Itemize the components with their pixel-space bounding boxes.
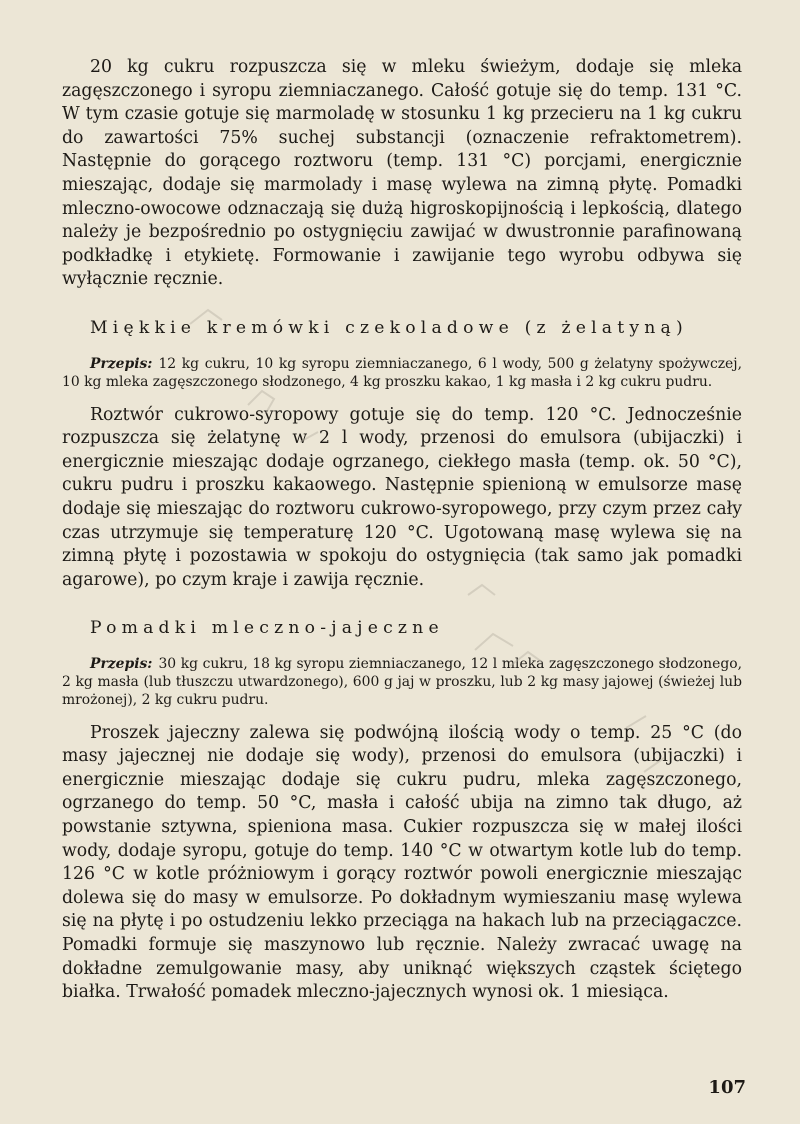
section-milk-egg-fudge [62,616,742,1005]
recipe-text: 30 kg cukru, 18 kg syropu ziemniaczanego, 12 l mleka zagęszczonego słodzonego, 2 kg masła (lub tłuszczu utwardzonego), 600 g jaj w proszku, lub 2 kg masy jajowej (świeżej lub mrożonej), 2 kg cukru pudru. [62,656,742,708]
section-chocolate-fudge [62,316,742,592]
page-number: 107 [708,1077,746,1098]
intro-paragraph: 20 kg cukru rozpuszcza się w mleku świeżym, dodaje się mleka zagęszczonego i syropu ziemniaczanego. Całość gotuje się do temp. 131 °C. W tym czasie gotuje się marmoladę w stosunku 1 kg przecieru na 1 kg cukru do zawartości 75% suchej substancji (oznaczenie refraktometrem). Następnie do gorącego roztworu (temp. 131 °C) porcjami, energicznie mieszając, dodaje się marmolady i masę wylewa na zimną płytę. Pomadki mleczno-owocowe odznaczają się dużą higroskopijnością i lepkością, dlatego należy je bezpośrednio po ostygnięciu zawijać w dwustronnie parafinowaną podkładkę i etykietę. Formowanie i zawijanie tego wyrobu odbywa się wyłącznie ręcznie. [62,57,742,290]
section-body: Roztwór cukrowo-syropowy gotuje się do temp. 120 °C. Jednocześnie rozpuszcza się żelatynę w 2 l wody, przenosi do emulsora (ubijaczki) i energicznie mieszając dodaje ogrzanego, ciekłego masła (temp. ok. 50 °C), cukru pudru i proszku kakaowego. Następnie spienioną w emulsorze masę dodaje się mieszając do roztworu cukrowo-syropowego, przy czym przez cały czas utrzymuje się temperaturę 120 °C. Ugotowaną masę wylewa się na zimną płytę i pozostawia w spokoju do ostygnięcia (tak samo jak pomadki agarowe), po czym kraje i zawija ręcznie. [62,404,742,590]
book-page [62,56,742,1005]
recipe-text: 12 kg cukru, 10 kg syropu ziemniaczanego, 6 l wody, 500 g żelatyny spożywczej, 10 kg mleka zagęszczonego słodzonego, 4 kg proszku kakao, 1 kg masła i 2 kg cukru pudru. [62,355,742,390]
recipe [62,656,742,709]
section-heading: Miękkie kremówki czekoladowe (z żelatyną) [90,317,688,338]
recipe [62,356,742,392]
recipe-label: Przepis: [90,355,153,372]
recipe-label: Przepis: [90,656,153,673]
section-heading: Pomadki mleczno-jajeczne [90,618,444,639]
section-body: Proszek jajeczny zalewa się podwójną ilością wody o temp. 25 °C (do masy jajecznej nie dodaje się wody), przenosi do emulsora (ubijaczki) i energicznie mieszając dodaje się cukru pudru, mleka zagęszczonego, ogrzanego do temp. 50 °C, masła i całość ubija na zimno tak długo, aż powstanie sztywna, spieniona masa. Cukier rozpuszcza się w małej ilości wody, dodaje syropu, gotuje do temp. 140 °C w otwartym kotle lub do temp. 126 °C w kotle próżniowym i gorący roztwór powoli energicznie mieszając dolewa się do masy w emulsorze. Po dokładnym wymieszaniu masę wylewa się na płytę i po ostudzeniu lekko przeciąga na hakach lub na przeciągaczce. Pomadki formuje się maszynowo lub ręcznie. Należy zwracać uwagę na dokładne zemulgowanie masy, aby uniknąć większych cząstek ściętego białka. Trwałość pomadek mleczno-jajecznych wynosi ok. 1 miesiąca. [62,722,742,1003]
